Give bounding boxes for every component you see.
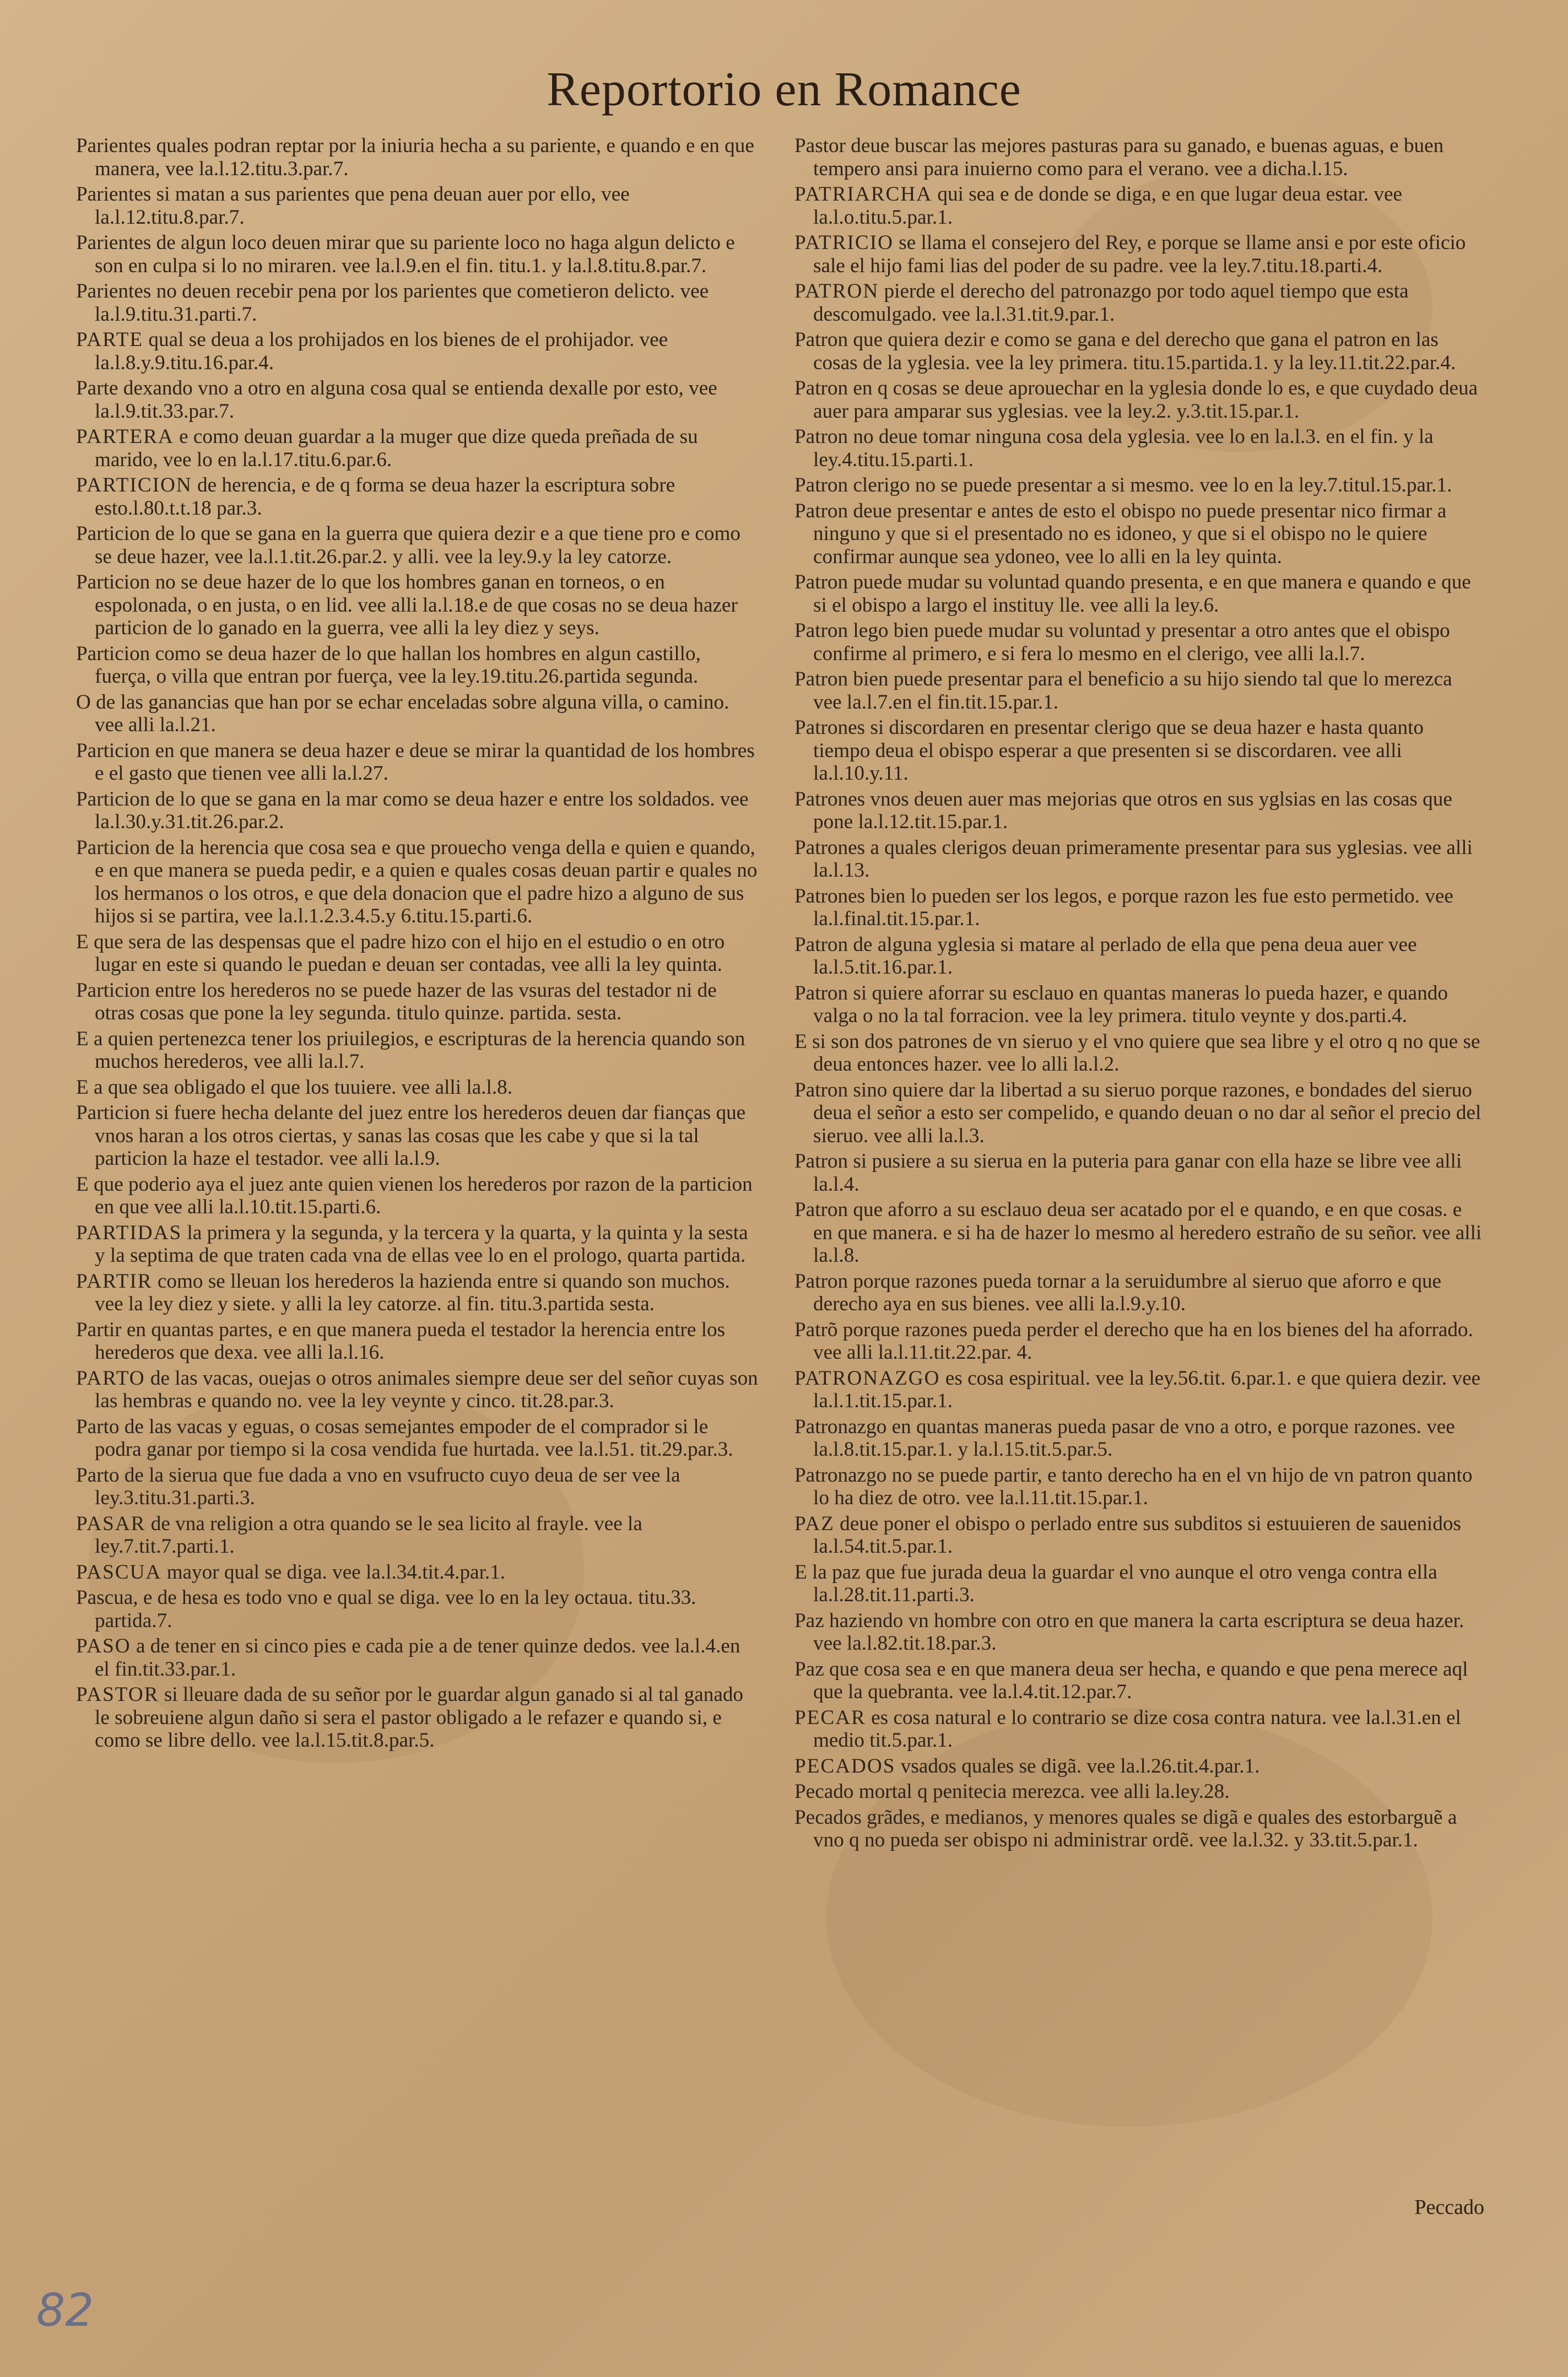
index-entry xyxy=(794,134,1484,180)
entry-headword: PATRON xyxy=(794,280,879,302)
entry-text: grãdes, e medianos, y menores quales se digã e quales des estorbarguẽ a vno q no pueda ser obispo ni administrar ordẽ. vee la.l.32. y 33.tit.5.par.1. xyxy=(813,1806,1457,1851)
entry-headword: Particion xyxy=(76,571,150,593)
entry-text: deue presentar e antes de esto el obispo no puede presentar nico firmar a ninguno y que si el presentado no es idoneo, y que si el obispo no le quiere confirmar aunque sea ydoneo, vee lo alli en la ley quinta. xyxy=(813,499,1447,568)
entry-headword: Patron xyxy=(794,571,848,593)
entry-headword: Particion xyxy=(76,642,150,665)
entry-text: vsados quales se digã. vee la.l.26.tit.4.par.1. xyxy=(895,1754,1260,1778)
index-entry xyxy=(794,571,1484,617)
index-entry xyxy=(794,474,1484,497)
index-entry xyxy=(76,134,758,180)
entry-text: a que sea obligado el que los tuuiere. vee alli la.l.8. xyxy=(88,1076,513,1099)
entry-headword: PATRICIO xyxy=(794,231,894,254)
entry-text: sino quiere dar la libertad a su sieruo porque razones, e bondades del sieruo deua el señor a esto ser compelido, e quando deuan o no dar al señor el precio del sieruo. vee alli la.l.3. xyxy=(813,1078,1482,1147)
index-entry xyxy=(794,1561,1484,1607)
index-entry xyxy=(76,1635,758,1681)
left-column xyxy=(76,134,758,1755)
entry-text: de la herencia que cosa sea e que prouecho venga della e quien e quando, e en que manera se pueda pedir, e a quien e quales cosas deuan partir e quales no los hermanos o los otros, e que dela donacion que el padre hizo a alguno de sus hijos si se partira, vee la.l.1.2.3.4.5.y 6.titu.15.parti.6. xyxy=(95,836,758,927)
entry-headword: Patron xyxy=(794,668,848,690)
entry-text: de vna religion a otra quando se le sea licito al frayle. vee la ley.7.tit.7.parti.1. xyxy=(95,1512,642,1558)
entry-headword: Patrones xyxy=(794,836,866,859)
index-entry xyxy=(794,1706,1484,1752)
index-entry xyxy=(76,788,758,834)
entry-headword: E xyxy=(76,1027,89,1050)
index-entry xyxy=(794,1780,1484,1803)
index-entry xyxy=(794,668,1484,714)
entry-headword: Patrones xyxy=(794,716,866,739)
entry-text: a quien pertenezca tener los priuilegios, e escripturas de la herencia quando son muchos herederos, vee alli la.l.7. xyxy=(88,1027,745,1073)
index-entry xyxy=(794,1658,1484,1704)
entry-text: si quiere aforrar su esclauo en quantas maneras lo pueda hazer, e quando valga o no la tal forracion. vee la ley primera. titulo veynte y dos.parti.4. xyxy=(813,981,1448,1027)
index-entry xyxy=(794,377,1484,423)
entry-headword: PARTERA xyxy=(76,425,174,448)
entry-headword: O xyxy=(76,690,91,714)
entry-text: como se deua hazer de lo que hallan los hombres en algun castillo, fuerça, o villa que entran por fuerça, vee la ley.19.titu.26.partida segunda. xyxy=(95,642,701,688)
entry-text: si son dos patrones de vn sieruo y el vno quiere que sea libre y el otro q no que se deua entonces hazer. vee lo alli la.l.2. xyxy=(807,1030,1480,1076)
index-entry xyxy=(794,500,1484,569)
entry-text: la primera y la segunda, y la tercera y la quarta, y la quinta y la sesta y la septima de que traten cada vna de ellas vee lo en el prologo, quarta partida. xyxy=(95,1221,748,1267)
entry-text: de alguna yglesia si matare al perlado de ella que pena deua auer vee la.l.5.tit.16.par.1. xyxy=(813,933,1417,979)
index-entry xyxy=(76,1586,758,1632)
entry-text: en quantas partes, e en que manera pueda el testador la herencia entre los herederos que dexa. vee alli la.l.16. xyxy=(95,1318,726,1364)
entry-text: , e de hesa es todo vno e qual se diga. vee lo en la ley octaua. titu.33. partida.7. xyxy=(95,1586,696,1632)
index-entry xyxy=(76,328,758,374)
index-entry xyxy=(794,231,1484,277)
index-entry xyxy=(76,1367,758,1413)
index-entry xyxy=(76,1464,758,1510)
index-entry xyxy=(76,1319,758,1364)
entry-headword: Partir xyxy=(76,1318,122,1341)
entry-headword: Patron xyxy=(794,499,848,522)
entry-headword: Parientes xyxy=(76,134,152,157)
entry-text: porque razones pueda tornar a la seruidumbre al sieruo que aforro e que derecho aya en sus bienes. vee alli la.l.9.y.10. xyxy=(813,1269,1442,1315)
entry-text: a de tener en si cinco pies e cada pie a de tener quinze dedos. vee la.l.4.en el fin.tit.33.par.1. xyxy=(95,1635,740,1681)
index-entry xyxy=(794,1512,1484,1558)
entry-headword: Patrones xyxy=(794,787,866,811)
index-entry xyxy=(794,1755,1484,1778)
entry-text: si matan a sus parientes que pena deuan auer por ello, vee la.l.12.titu.8.par.7. xyxy=(95,183,630,229)
index-entry xyxy=(794,183,1484,229)
index-entry xyxy=(794,1270,1484,1316)
index-entry xyxy=(794,716,1484,785)
entry-text: en que manera se deua hazer e deue se mirar la quantidad de los hombres e el gasto que tienen vee alli la.l.27. xyxy=(95,739,755,785)
entry-text: que poderio aya el juez ante quien vienen los herederos por razon de la particion en que vee alli la.l.10.tit.15.parti.6. xyxy=(88,1173,753,1218)
entry-text: vnos deuen auer mas mejorias que otros en sus yglsias en las cosas que pone la.l.12.tit.15.par.1. xyxy=(813,787,1452,833)
entry-headword: Patron xyxy=(794,328,848,351)
entry-headword: Parientes xyxy=(76,280,152,302)
entry-headword: PATRIARCHA xyxy=(794,183,933,206)
entry-headword: Patron xyxy=(794,933,848,956)
entry-headword: PASAR xyxy=(76,1512,146,1535)
entry-headword: Patron xyxy=(794,474,848,496)
entry-text: bien lo pueden ser los legos, e porque razon les fue esto permetido. vee la.l.final.tit.15.par.1. xyxy=(813,884,1453,930)
index-entry xyxy=(794,1464,1484,1510)
index-entry xyxy=(794,280,1484,326)
index-entry xyxy=(794,1150,1484,1196)
entry-text: si discordaren en presentar clerigo que se deua hazer e hasta quanto tiempo deua el obispo esperar a que presenten si se discordaren. vee alli la.l.10.y.11. xyxy=(813,716,1424,785)
index-entry xyxy=(794,885,1484,931)
entry-text: es cosa espiritual. vee la ley.56.tit. 6.par.1. e que quiera dezir. vee la.l.1.tit.15.par.1. xyxy=(813,1366,1481,1412)
entry-text: de la sierua que fue dada a vno en vsufructo cuyo deua de ser vee la ley.3.titu.31.parti.3. xyxy=(95,1463,680,1509)
index-entry xyxy=(794,1806,1484,1852)
entry-headword: E xyxy=(794,1030,807,1053)
entry-headword: Patron xyxy=(794,619,848,642)
entry-headword: PATRONAZGO xyxy=(794,1366,940,1390)
entry-headword: Patron xyxy=(794,425,848,448)
entry-headword: Parientes xyxy=(76,183,152,206)
index-entry xyxy=(794,1416,1484,1461)
entry-text: no deuen recebir pena por los parientes que cometieron delicto. vee la.l.9.titu.31.parti.7. xyxy=(95,280,709,326)
entry-text: clerigo no se puede presentar a si mesmo. vee lo en la ley.7.titul.15.par.1. xyxy=(848,474,1452,496)
page-title: Reportorio en Romance xyxy=(547,63,1021,116)
index-entry xyxy=(76,1173,758,1219)
index-entry xyxy=(76,231,758,277)
entry-headword: PARTICION xyxy=(76,474,192,496)
entry-text: no deue tomar ninguna cosa dela yglesia. vee lo en la.l.3. en el fin. y la ley.4.titu.15.parti.1. xyxy=(813,425,1434,471)
index-entry xyxy=(794,1030,1484,1076)
entry-text: mortal q penitecia merezca. vee alli la.ley.28. xyxy=(853,1780,1230,1803)
index-entry xyxy=(794,328,1484,374)
entry-text: puede mudar su voluntad quando presenta, e en que manera e quando e que si el obispo a largo el instituy lle. vee alli la ley.6. xyxy=(813,571,1471,617)
entry-headword: Patron xyxy=(794,1078,848,1101)
entry-headword: Pastor xyxy=(794,134,846,157)
entry-headword: Patron xyxy=(794,981,848,1004)
entry-text: si pusiere a su sierua en la puteria para ganar con ella haze se libre vee alli la.l.4. xyxy=(813,1150,1462,1196)
entry-text: pierde el derecho del patronazgo por todo aquel tiempo que esta descomulgado. vee la.l.31.tit.9.par.1. xyxy=(813,280,1409,326)
entry-text: en quantas maneras pueda pasar de vno a otro, e porque razones. vee la.l.8.tit.15.par.1. y la.l.15.tit.5.par.5. xyxy=(813,1415,1455,1461)
entry-text: quales podran reptar por la iniuria hecha a su pariente, e quando e en que manera, vee la.l.12.titu.3.par.7. xyxy=(95,134,754,180)
entry-text: de las vacas, ouejas o otros animales siempre deue ser del señor cuyas son las hembras e quando no. vee la ley veynte y cinco. tit.28.par.3. xyxy=(95,1366,758,1412)
entry-headword: E xyxy=(76,1076,89,1099)
entry-headword: PASCUA xyxy=(76,1560,162,1584)
entry-text: de lo que se gana en la guerra que quiera dezir e a que tiene pro e como se deue hazer, vee la.l.1.tit.26.par.2. y alli. vee la ley.9.y la ley catorze. xyxy=(95,522,741,568)
entry-headword: Parte xyxy=(76,377,118,399)
entry-text: haziendo vn hombre con otro en que manera la carta escriptura se deua hazer. vee la.l.82.tit.18.par.3. xyxy=(813,1609,1464,1655)
index-entry xyxy=(794,1319,1484,1364)
entry-text: es cosa natural e lo contrario se dize cosa contra natura. vee la.l.31.en el medio tit.5.par.1. xyxy=(813,1706,1461,1752)
index-entry xyxy=(76,1561,758,1584)
index-entry xyxy=(794,1198,1484,1267)
entry-headword: Particion xyxy=(76,787,150,811)
entry-headword: PARTIDAS xyxy=(76,1221,182,1244)
index-entry xyxy=(76,1683,758,1752)
entry-text: como se lleuan los herederos la hazienda entre si quando son muchos. vee la ley diez y siete. y alli la ley catorze. al fin. titu.3.partida sesta. xyxy=(95,1269,730,1315)
entry-text: de las ganancias que han por se echar enceladas sobre alguna villa, o camino. vee alli la.l.21. xyxy=(90,690,729,736)
index-entry xyxy=(76,1416,758,1461)
entry-headword: Paz xyxy=(794,1657,824,1681)
entry-headword: Paz xyxy=(794,1609,824,1632)
entry-headword: Parto xyxy=(76,1463,120,1487)
entry-text: entre los herederos no se puede hazer de las vsuras del testador ni de otras cosas que pone la ley segunda. titulo quinze. partida. sesta. xyxy=(95,979,717,1024)
entry-text: deue poner el obispo o perlado entre sus subditos si estuuieren de sauenidos la.l.54.tit.5.par.1. xyxy=(813,1512,1461,1558)
index-entry xyxy=(76,979,758,1025)
entry-text: la paz que fue jurada deua la guardar el vno aunque el otro venga contra ella la.l.28.tit.11.parti.3. xyxy=(807,1560,1437,1606)
entry-text: que cosa sea e en que manera deua ser hecha, e quando e que pena merece aql que la quebranta. vee la.l.4.tit.12.par.7. xyxy=(813,1657,1468,1703)
entry-headword: Patrones xyxy=(794,884,866,907)
entry-headword: Patron xyxy=(794,377,848,399)
entry-headword: Pascua xyxy=(76,1586,133,1609)
entry-text: no se puede partir, e tanto derecho ha en el vn hijo de vn patron quanto lo ha diez de otro. vee la.l.11.tit.15.par.1. xyxy=(813,1463,1473,1509)
index-entry xyxy=(76,377,758,423)
entry-text: se llama el consejero del Rey, e porque se llame ansi e por este oficio sale el hijo fami lias del poder de su padre. vee la ley.7.titu.18.parti.4. xyxy=(813,231,1466,277)
index-entry xyxy=(76,425,758,471)
index-entry xyxy=(76,571,758,640)
index-entry xyxy=(76,1076,758,1099)
entry-headword: PARTE xyxy=(76,328,144,351)
index-entry xyxy=(794,982,1484,1028)
index-entry xyxy=(794,788,1484,834)
entry-text: qui sea e de donde se diga, e en que lugar deua estar. vee la.l.o.titu.5.par.1. xyxy=(813,183,1402,229)
entry-headword: Parientes xyxy=(76,231,152,254)
index-entry xyxy=(76,1222,758,1267)
entry-text: e como deuan guardar a la muger que dize queda preñada de su marido, vee lo en la.l.17.titu.6.par.6. xyxy=(95,425,698,471)
entry-headword: Patron xyxy=(794,1198,848,1221)
index-entry xyxy=(794,1367,1484,1413)
folio-number: 82 xyxy=(36,2284,94,2337)
index-entry xyxy=(76,1101,758,1170)
entry-text: si lleuare dada de su señor por le guardar algun ganado si al tal ganado le sobreuiene algun daño si sera el pastor obligado a le refazer e quando si, e como se libre dello. vee la.l.15.tit.8.par.5. xyxy=(95,1683,744,1752)
entry-text: de herencia, e de q forma se deua hazer la escriptura sobre esto.l.80.t.t.18 par.3. xyxy=(95,474,675,520)
index-entry xyxy=(794,1609,1484,1655)
entry-text: de lo que se gana en la mar como se deua hazer e entre los soldados. vee la.l.30.y.31.tit.26.par.2. xyxy=(95,787,749,833)
entry-text: en q cosas se deue aprouechar en la yglesia donde lo es, e que cuydado deua auer para amparar sus yglesias. vee la ley.2. y.3.tit.15.par.1. xyxy=(813,377,1478,423)
entry-headword: PASO xyxy=(76,1635,131,1657)
index-entry xyxy=(794,425,1484,471)
index-entry xyxy=(76,522,758,568)
entry-headword: PARTO xyxy=(76,1366,145,1390)
index-entry xyxy=(76,280,758,326)
entry-headword: Particion xyxy=(76,739,150,762)
entry-text: deue buscar las mejores pasturas para su ganado, e buenas aguas, e buen tempero ansi para inuierno como para el verano. vee a dicha.l.15. xyxy=(813,134,1444,180)
index-entry xyxy=(76,1028,758,1073)
index-entry xyxy=(76,183,758,229)
entry-headword: PECAR xyxy=(794,1706,866,1729)
entry-headword: Particion xyxy=(76,836,150,859)
index-entry xyxy=(794,836,1484,882)
entry-headword: PASTOR xyxy=(76,1683,159,1706)
entry-headword: Particion xyxy=(76,1101,150,1124)
entry-text: dexando vno a otro en alguna cosa qual se entienda dexalle por esto, vee la.l.9.tit.33.par.7. xyxy=(95,377,717,423)
entry-text: qual se deua a los prohijados en los bienes de el prohijador. vee la.l.8.y.9.titu.16.par.4. xyxy=(95,328,668,374)
entry-headword: Parto xyxy=(76,1415,120,1438)
index-entry xyxy=(76,931,758,976)
entry-headword: PECADOS xyxy=(794,1754,896,1778)
entry-headword: Patronazgo xyxy=(794,1415,887,1438)
entry-headword: Pecados xyxy=(794,1806,862,1829)
index-entry xyxy=(76,691,758,737)
entry-headword: PARTIR xyxy=(76,1269,153,1293)
entry-text: porque razones pueda perder el derecho que ha en los bienes del ha aforrado. vee alli la.l.11.tit.22.par. 4. xyxy=(813,1318,1473,1364)
right-column xyxy=(794,134,1484,1855)
entry-headword: E xyxy=(794,1560,807,1584)
entry-text: a quales clerigos deuan primeramente presentar para sus yglesias. vee alli la.l.13. xyxy=(813,836,1473,882)
entry-text: no se deue hazer de lo que los hombres ganan en torneos, o en espolonada, o en justa, o en lid. vee alli la.l.18.e de que cosas no se deua hazer particion de lo ganado en la guerra, vee alli la ley diez y seys. xyxy=(95,571,738,639)
entry-headword: Patronazgo xyxy=(794,1463,887,1487)
index-entry xyxy=(76,836,758,928)
entry-text: de algun loco deuen mirar que su pariente loco no haga algun delicto e son en culpa si lo no miraren. vee la.l.9.en el fin. titu.1. y la.l.8.titu.8.par.7. xyxy=(95,231,735,277)
entry-headword: Pecado xyxy=(794,1780,854,1803)
index-entry xyxy=(76,1270,758,1316)
entry-text: de las vacas y eguas, o cosas semejantes empoder de el comprador si le podra ganar por tiempo si la cosa vendida fue hurtada. vee la.l.51. tit.29.par.3. xyxy=(95,1415,733,1461)
index-entry xyxy=(76,642,758,688)
index-entry xyxy=(794,619,1484,665)
entry-text: bien puede presentar para el beneficio a su hijo siendo tal que lo merezca vee la.l.7.en el fin.tit.15.par.1. xyxy=(813,668,1452,714)
entry-headword: Patrõ xyxy=(794,1318,838,1341)
entry-headword: Patron xyxy=(794,1150,848,1173)
entry-headword: Particion xyxy=(76,522,150,545)
entry-text: que aforro a su esclauo deua ser acatado por el e quando, e en que cosas. e en que manera. e si ha de hazer lo mesmo al heredero estraño de su señor. vee alli la.l.8. xyxy=(813,1198,1482,1267)
entry-text: que quiera dezir e como se gana e del derecho que gana el patron en las cosas de la yglesia. vee la ley primera. titu.15.partida.1. y la ley.11.tit.22.par.4. xyxy=(813,328,1456,374)
index-entry xyxy=(76,739,758,785)
entry-text: si fuere hecha delante del juez entre los herederos deuen dar fianças que vnos haran a los otros ciertas, y sanas las cosas que les cabe y que si la tal particion la haze el testador. vee alli la.l.9. xyxy=(95,1101,746,1170)
index-entry xyxy=(76,474,758,520)
index-entry xyxy=(794,1079,1484,1148)
entry-headword: E xyxy=(76,1173,89,1196)
entry-text: que sera de las despensas que el padre hizo con el hijo en el estudio o en otro lugar en este si quando le puedan e deuan ser contadas, vee alli la ley quinta. xyxy=(88,930,725,976)
entry-headword: Particion xyxy=(76,979,150,1002)
entry-headword: PAZ xyxy=(794,1512,835,1535)
entry-text: lego bien puede mudar su voluntad y presentar a otro antes que el obispo confirme al primero, e si fera lo mesmo en el clerigo, vee alli la.l.7. xyxy=(813,619,1450,665)
index-entry xyxy=(794,933,1484,979)
catchword: Peccado xyxy=(1414,2196,1484,2219)
entry-headword: E xyxy=(76,930,89,953)
entry-headword: Patron xyxy=(794,1269,848,1293)
index-entry xyxy=(76,1512,758,1558)
entry-text: mayor qual se diga. vee la.l.34.tit.4.par.1. xyxy=(161,1560,506,1584)
